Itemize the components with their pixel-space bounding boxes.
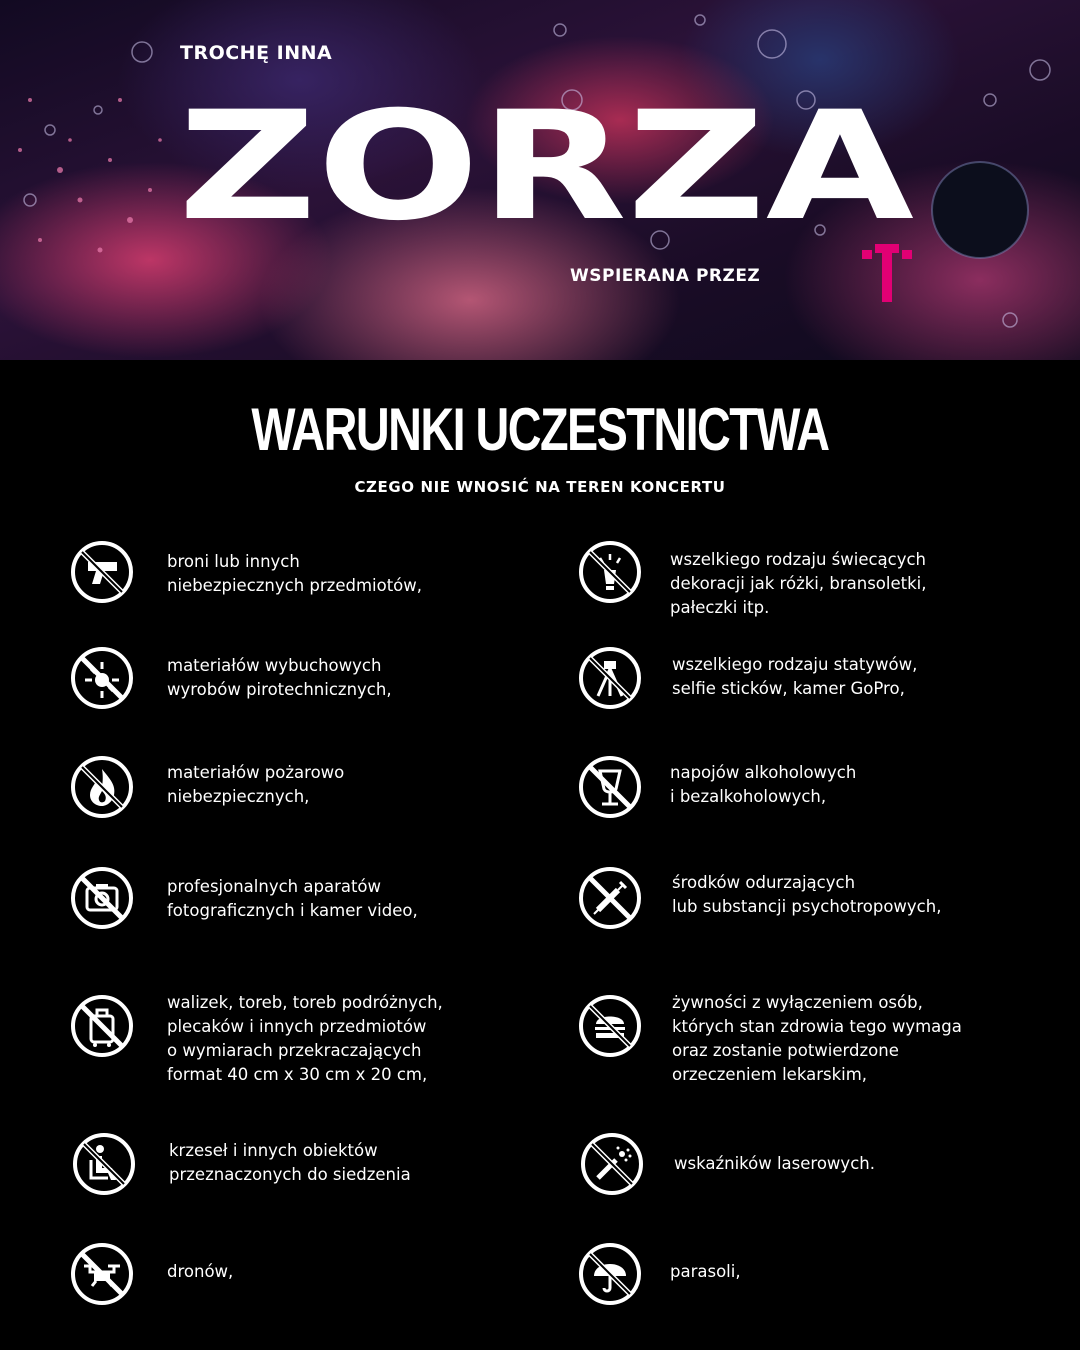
- rule-line: niebezpiecznych,: [167, 787, 310, 806]
- rule-line: walizek, toreb, toreb podróżnych,: [167, 993, 443, 1012]
- no-drugs-icon: [578, 866, 642, 930]
- rule-line: krzeseł i innych obiektów: [169, 1141, 378, 1160]
- no-tripod-icon: [578, 646, 642, 710]
- rule-line: orzeczeniem lekarskim,: [672, 1065, 868, 1084]
- page-title: WARUNKI UCZESTNICTWA: [251, 396, 829, 463]
- no-luggage-icon: [70, 994, 134, 1058]
- rule-line: wszelkiego rodzaju statywów,: [672, 655, 918, 674]
- rule-line: których stan zdrowia tego wymaga: [672, 1017, 962, 1036]
- no-laser-icon: [580, 1132, 644, 1196]
- sponsor-text: WSPIERANA PRZEZ: [570, 266, 761, 286]
- small-title: TROCHĘ INNA: [180, 42, 333, 64]
- no-gun-icon: [70, 540, 134, 604]
- no-drone-icon: [70, 1242, 134, 1306]
- rule-line: środków odurzających: [672, 873, 856, 892]
- rule-line: plecaków i innych przedmiotów: [167, 1017, 427, 1036]
- rule-line: o wymiarach przekraczających: [167, 1041, 422, 1060]
- rule-line: wyrobów pirotechnicznych,: [167, 680, 392, 699]
- no-umbrella-icon: [578, 1242, 642, 1306]
- rule-line: oraz zostanie potwierdzone: [672, 1041, 899, 1060]
- big-title: [176, 92, 916, 232]
- rule-line: dronów,: [167, 1262, 234, 1281]
- no-light-icon: [578, 540, 642, 604]
- no-explosives-icon: [70, 646, 134, 710]
- rule-line: niebezpiecznych przedmiotów,: [167, 576, 423, 595]
- rule-line: selfie sticków, kamer GoPro,: [672, 679, 905, 698]
- page-subtitle: CZEGO NIE WNOSIĆ NA TEREN KONCERTU: [354, 478, 726, 496]
- hero-banner: [0, 0, 1080, 360]
- rule-line: broni lub innych: [167, 552, 300, 571]
- rule-line: fotograficznych i kamer video,: [167, 901, 418, 920]
- rule-line: profesjonalnych aparatów: [167, 877, 382, 896]
- rule-line: dekoracji jak różki, bransoletki,: [670, 574, 927, 593]
- no-fire-icon: [70, 755, 134, 819]
- no-chair-icon: [72, 1132, 136, 1196]
- no-drinks-icon: [578, 755, 642, 819]
- telekom-logo: [862, 244, 912, 302]
- no-camera-icon: [70, 866, 134, 930]
- rule-line: żywności z wyłączeniem osób,: [672, 993, 923, 1012]
- rule-line: wskaźników laserowych.: [674, 1154, 875, 1173]
- big-title-text: ZORZA: [178, 92, 914, 232]
- rule-line: materiałów wybuchowych: [167, 656, 382, 675]
- rule-line: pałeczki itp.: [670, 598, 770, 617]
- rule-line: format 40 cm x 30 cm x 20 cm,: [167, 1065, 428, 1084]
- rule-line: lub substancji psychotropowych,: [672, 897, 942, 916]
- rule-line: materiałów pożarowo: [167, 763, 345, 782]
- rule-line: wszelkiego rodzaju świecących: [670, 550, 927, 569]
- page-heading: [0, 388, 1080, 472]
- rule-line: napojów alkoholowych: [670, 763, 857, 782]
- rule-line: przeznaczonych do siedzenia: [169, 1165, 411, 1184]
- no-food-icon: [578, 994, 642, 1058]
- rule-line: i bezalkoholowych,: [670, 787, 827, 806]
- rule-line: parasoli,: [670, 1262, 741, 1281]
